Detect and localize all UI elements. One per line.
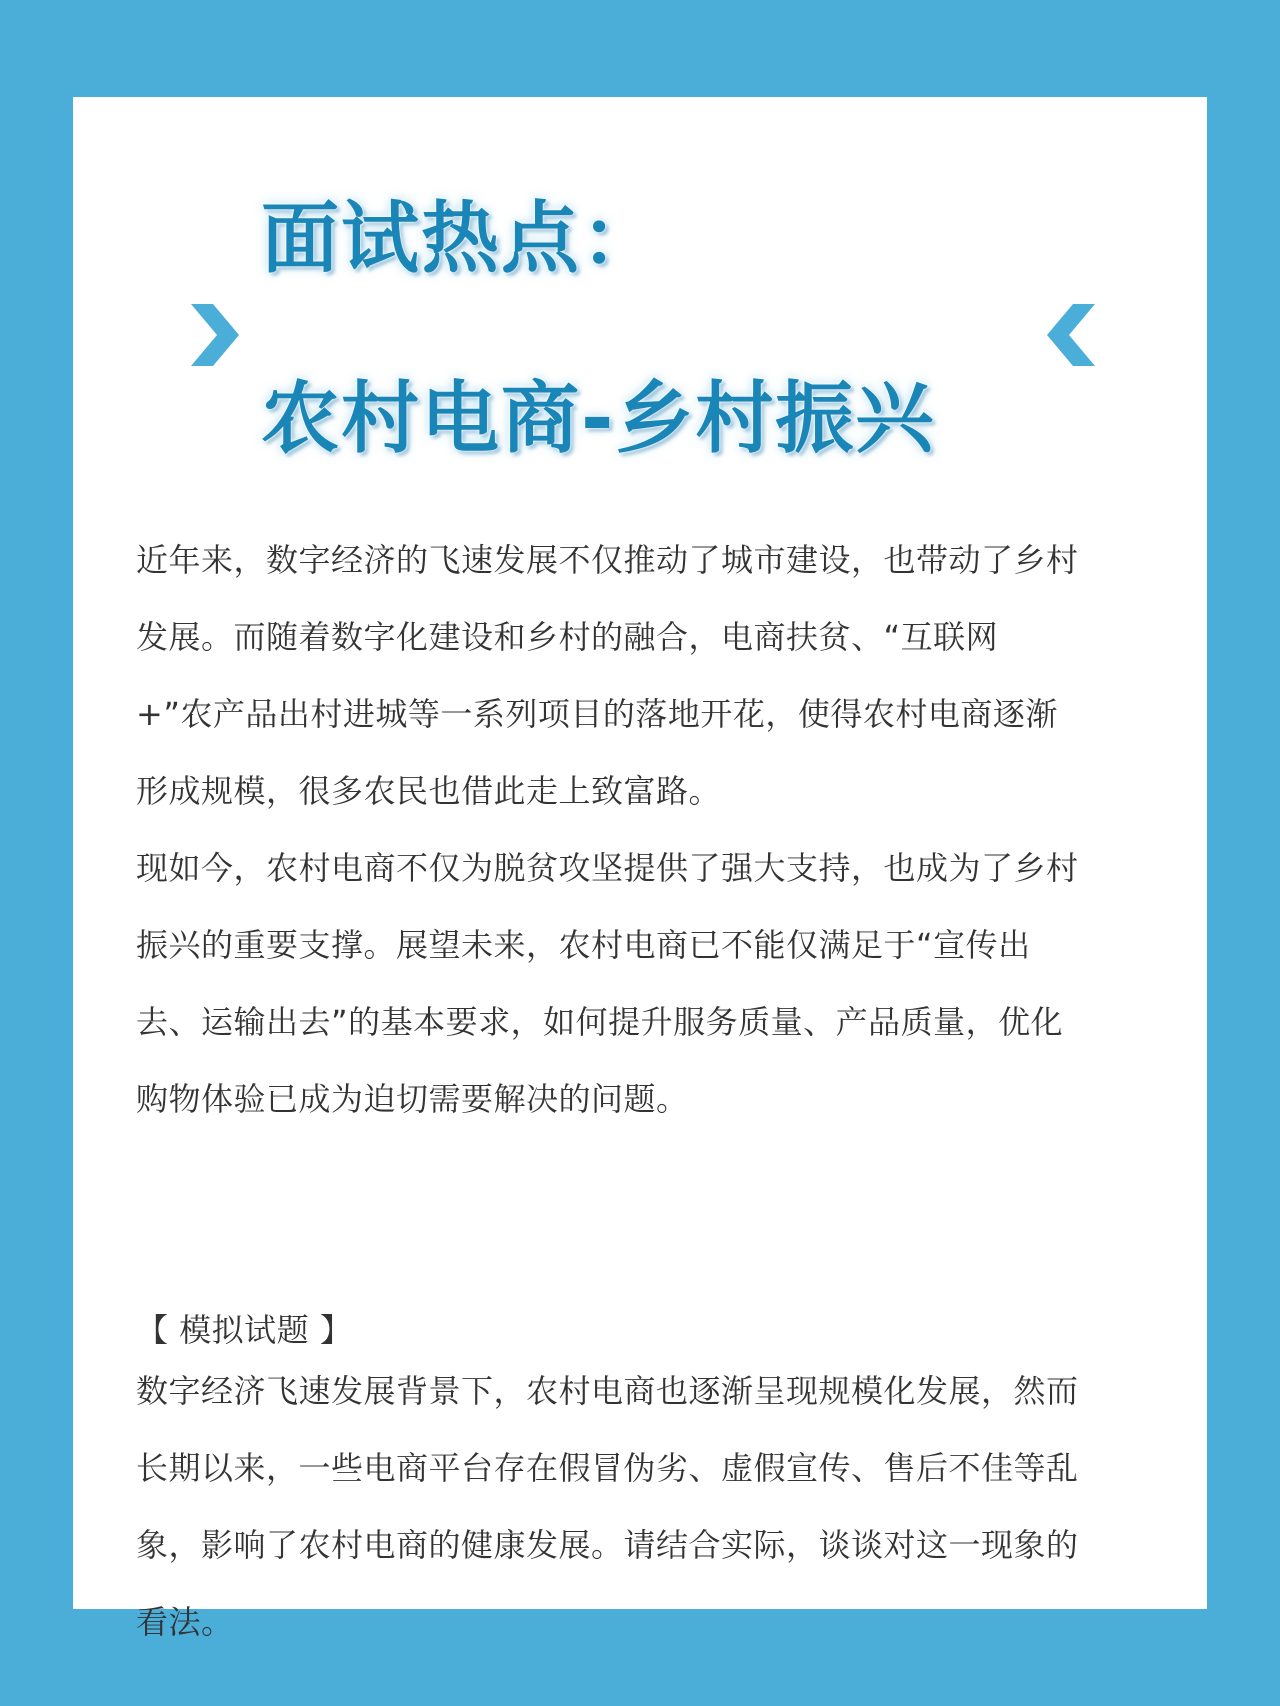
text-line: 形成规模，很多农民也借此走上致富路。 — [136, 772, 722, 810]
text-line: 象，影响了农村电商的健康发展。请结合实际，谈谈对这一现象的 — [136, 1526, 1079, 1564]
chevron-right-icon — [183, 300, 243, 370]
title-line-2: 农村电商-乡村振兴 — [261, 374, 936, 464]
text-line: 长期以来，一些电商平台存在假冒伪劣、虚假宣传、售后不佳等乱 — [136, 1449, 1079, 1487]
text-line: 近年来，数字经济的飞速发展不仅推动了城市建设，也带动了乡村 — [136, 541, 1079, 579]
text-line: 数字经济飞速发展背景下，农村电商也逐渐呈现规模化发展，然而 — [136, 1372, 1079, 1410]
chevron-left-icon — [1043, 300, 1103, 370]
text-line: 现如今，农村电商不仅为脱贫攻坚提供了强大支持，也成为了乡村 — [136, 849, 1079, 887]
text-line: 看法。 — [136, 1603, 234, 1641]
text-line: 去、运输出去”的基本要求，如何提升服务质量、产品质量，优化 — [136, 1003, 1064, 1041]
text-line: 购物体验已成为迫切需要解决的问题。 — [136, 1080, 689, 1118]
content-card — [73, 97, 1207, 1641]
outlook-paragraph — [136, 830, 1136, 1138]
section-heading-text: 【 模拟试题 】 — [136, 1311, 353, 1349]
intro-paragraph — [136, 522, 1136, 830]
text-line: +”农产品出村进城等一系列项目的落地开花，使得农村电商逐渐 — [136, 695, 1058, 733]
text-line: 发展。而随着数字化建设和乡村的融合，电商扶贫、“互联网 — [136, 618, 999, 656]
title-line-1: 面试热点： — [261, 194, 662, 284]
text-line: 振兴的重要支撑。展望未来，农村电商已不能仅满足于“宣传出 — [136, 926, 1031, 964]
question-paragraph — [136, 1353, 1136, 1661]
